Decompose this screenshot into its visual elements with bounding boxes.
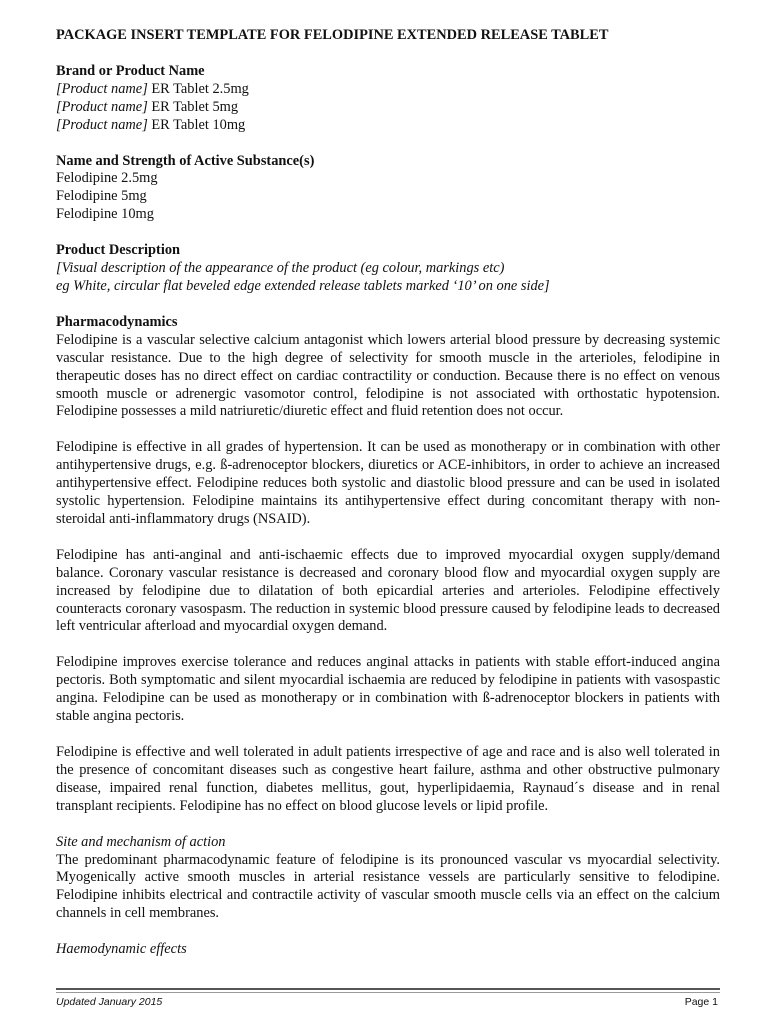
brand-heading: Brand or Product Name bbox=[56, 62, 205, 79]
footer-page-number: Page 1 bbox=[684, 996, 718, 1008]
brand-item-text: ER Tablet 2.5mg bbox=[147, 80, 249, 97]
paragraph: Felodipine is a vascular selective calcium antagonist which lowers arterial blood pressure by decreasing systemic vascular resistance. Due to the high degree of selectivity for smooth muscle in the arterioles, felodipine in therapeutic doses has no direct effect on cardiac contractility or conduction. Because there is no effect on venous smooth muscle or adrenergic vasomotor control, felodipine is not associated with orthostatic hypotension. Felodipine possesses a mild natriuretic/diuretic effect and fluid retention does not occur. bbox=[56, 331, 720, 420]
product-description-line: eg White, circular flat beveled edge extended release tablets marked ‘10’ on one side] bbox=[56, 277, 550, 294]
product-description-section bbox=[56, 242, 720, 296]
brand-item bbox=[56, 117, 720, 135]
paragraph: Felodipine has anti-anginal and anti-ischaemic effects due to improved myocardial oxygen supply/demand balance. Coronary vascular resistance is decreased and coronary blood flow and myocardial oxygen supply are increased by felodipine due to dilatation of both epicardial arteries and arterioles. Felodipine effectively counteracts coronary vasospasm. The reduction in systemic blood pressure caused by felodipine leads to decreased left ventricular afterload and myocardial oxygen demand. bbox=[56, 546, 720, 635]
site-mechanism-section bbox=[56, 834, 720, 924]
active-substance-item: Felodipine 10mg bbox=[56, 206, 154, 223]
site-mechanism-heading: Site and mechanism of action bbox=[56, 833, 226, 850]
brand-item-text: ER Tablet 10mg bbox=[147, 116, 246, 133]
document-title: PACKAGE INSERT TEMPLATE FOR FELODIPINE EXTENDED RELEASE TABLET bbox=[56, 27, 609, 43]
active-substance-section bbox=[56, 153, 720, 225]
brand-item bbox=[56, 99, 720, 117]
paragraph: The predominant pharmacodynamic feature of felodipine is its pronounced vascular vs myocardial selectivity. Myogenically active smooth muscles in arterial resistance vessels are particularly sensitive to felodipine. Felodipine inhibits electrical and contractile activity of vascular smooth muscle cells via an effect on the calcium channels in cell membranes. bbox=[56, 851, 720, 922]
brand-item bbox=[56, 81, 720, 99]
footer-updated-date: Updated January 2015 bbox=[56, 996, 163, 1008]
footer-divider bbox=[56, 988, 720, 993]
pharmacodynamics-heading: Pharmacodynamics bbox=[56, 313, 178, 330]
product-description-line: [Visual description of the appearance of the product (eg colour, markings etc) bbox=[56, 260, 505, 277]
haemodynamic-section bbox=[56, 941, 720, 959]
active-substance-item: Felodipine 2.5mg bbox=[56, 170, 158, 187]
paragraph: Felodipine is effective in all grades of hypertension. It can be used as monotherapy or in combination with other antihypertensive drugs, e.g. ß-adrenoceptor blockers, diuretics or ACE-inhibitors, in order to achieve an increased antihypertensive effect. Felodipine reduces both systolic and diastolic blood pressure and can be used in isolated systolic hypertension. Felodipine maintains its antihypertensive effect during concomitant therapy with non-steroidal anti-inflammatory drugs (NSAID). bbox=[56, 439, 720, 527]
product-name-placeholder: [Product name] bbox=[56, 98, 148, 115]
pharmacodynamics-section bbox=[56, 314, 720, 816]
product-name-placeholder: [Product name] bbox=[56, 116, 148, 133]
haemodynamic-heading: Haemodynamic effects bbox=[56, 941, 187, 958]
paragraph: Felodipine improves exercise tolerance and reduces anginal attacks in patients with stable effort-induced angina pectoris. Both symptomatic and silent myocardial ischaemia are reduced by felodipine in patients with vasospastic angina. Felodipine can be used as monotherapy or in combination with ß-adrenoceptor blockers in patients with stable angina pectoris. bbox=[56, 654, 720, 725]
active-substance-heading: Name and Strength of Active Substance(s) bbox=[56, 152, 315, 169]
paragraph: Felodipine is effective and well tolerated in adult patients irrespective of age and race and is also well tolerated in the presence of concomitant diseases such as congestive heart failure, asthma and other obstructive pulmonary disease, impaired renal function, diabetes mellitus, gout, hyperlipidaemia, Raynaud´s disease and in renal transplant recipients. Felodipine has no effect on blood glucose levels or lipid profile. bbox=[56, 744, 720, 814]
document-body bbox=[56, 27, 720, 959]
brand-section bbox=[56, 63, 720, 135]
product-name-placeholder: [Product name] bbox=[56, 80, 148, 97]
product-description-heading: Product Description bbox=[56, 242, 181, 259]
brand-item-text: ER Tablet 5mg bbox=[147, 98, 239, 115]
active-substance-item: Felodipine 5mg bbox=[56, 188, 147, 205]
